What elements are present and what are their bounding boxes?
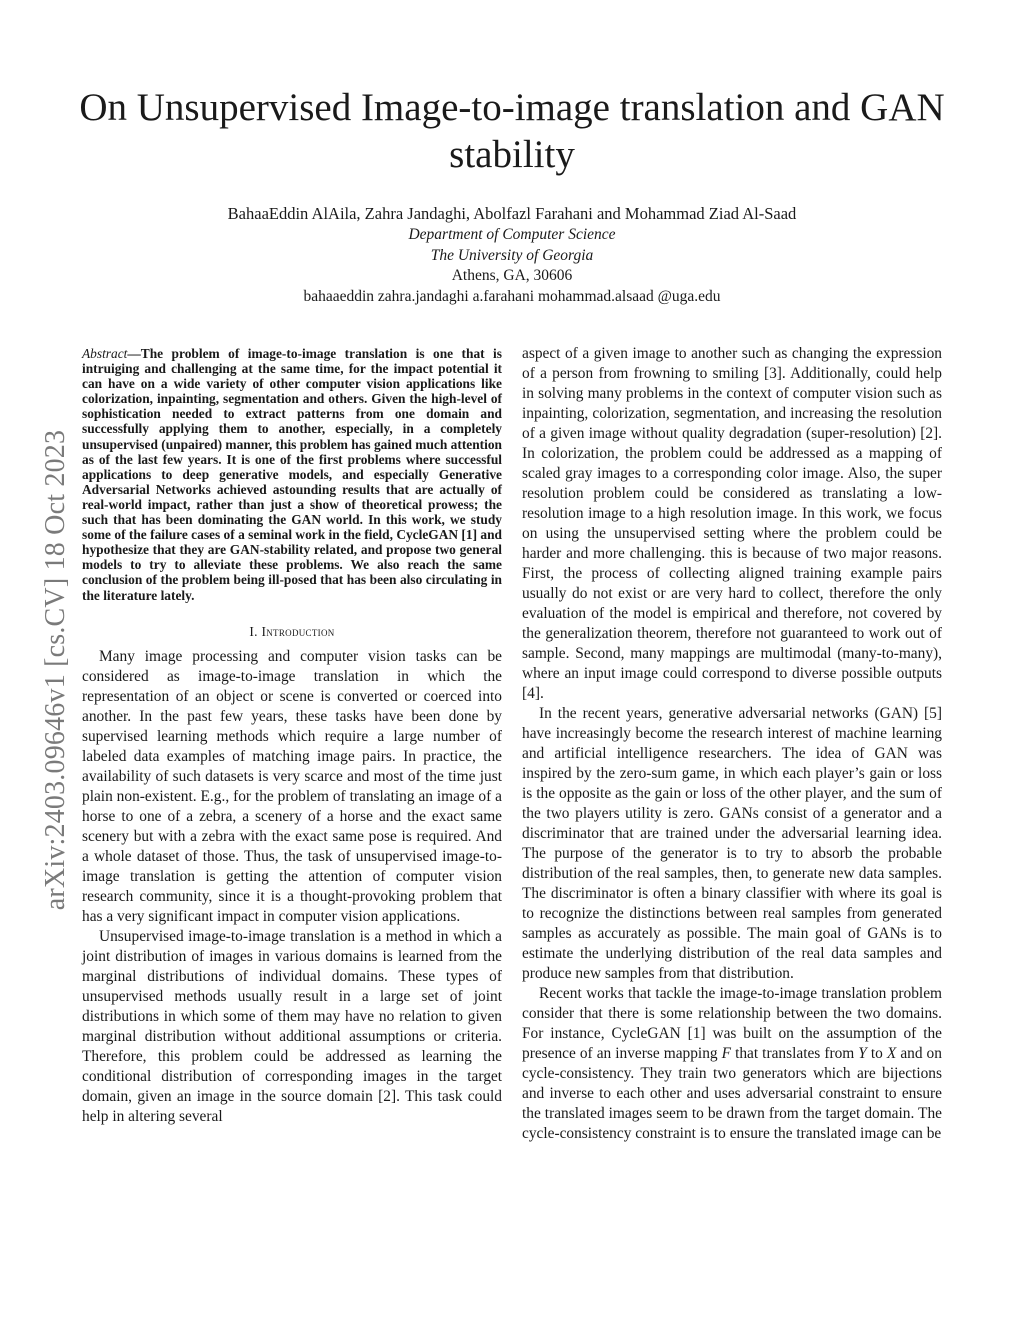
author-names: BahaaEddin AlAila, Zahra Jandaghi, Abolfazl Farahani and Mohammad Ziad Al-Saad bbox=[227, 204, 797, 223]
author-block bbox=[60, 203, 964, 307]
p5-text-3: to bbox=[870, 1045, 883, 1062]
abstract-text: The problem of image-to-image translation is one that is intruiging and challenging at the same time, for the impact potential it can have on a wide variety of other computer vision applications like colorization, inpainting, segmentation and others. Given the high-level of sophistication needed to extract patterns from one domain and successfully applying them to another, especially, in a completely unsupervised (unpaired) manner, this problem has gained much attention as of the last few years. It is one of the first problems where successful applications to deep generative models, and especially Generative Adversarial Networks achieved astounding results that are actually of real-world impact, rather than just a show of theoretical prowess; the such that has been dominating the GAN world. In this work, we study some of the failure cases of a seminal work in the field, CycleGAN [1] and hypothesize that they are GAN-stability related, and propose two general models to try to alleviate these problems. We also reach the same conclusion of the problem being ill-posed that has been also circulating in the literature lately. bbox=[82, 346, 502, 603]
emails: bahaaeddin zahra.jandaghi a.farahani mohammad.alsaad @uga.edu bbox=[303, 287, 721, 305]
abstract-label: Abstract bbox=[82, 346, 128, 361]
paper-title: On Unsupervised Image-to-image translation and GAN stability bbox=[79, 86, 945, 176]
university: The University of Georgia bbox=[430, 246, 594, 264]
p5-text-4: and on cycle-consistency. They train two generators which are bijections and inverse to each other and uses adversarial constraint to ensure the translated images seem to be drawn from the target domain. The cycle-consistency constraint is to ensure the translated image can be bbox=[522, 1045, 942, 1142]
p5-text-1: Recent works that tackle the image-to-image translation problem consider that there is some relationship between the two domains. For instance, CycleGAN [1] was built on the assumption of the presence of an inverse mapping bbox=[522, 985, 942, 1062]
right-column bbox=[522, 344, 942, 1144]
location: Athens, GA, 30606 bbox=[451, 267, 573, 284]
math-X: X bbox=[886, 1045, 897, 1062]
intro-paragraph-5 bbox=[522, 984, 942, 1144]
intro-paragraph-4: In the recent years, generative adversarial networks (GAN) [5] have increasingly become the research interest of machine learning and artificial intelligence researchers. The idea of GAN was inspired by the zero-sum game, in which each player’s gain or loss is the opposite as the gain or loss of the other player, and the sum of the two players utility is zero. GANs consist of a generator and a discriminator that are trained under the adversarial learning idea. The purpose of the generator is to try to absorb the probable distribution of the real samples, then, to generate new data samples. The discriminator is often a binary classifier with where its goal is to recognize the distinctions between real samples from generated samples as accurately as possible. The main goal of GANs is to estimate the underlying distribution of the real data samples and produce new samples from that distribution. bbox=[522, 705, 942, 982]
intro-paragraph-1: Many image processing and computer vision tasks can be considered as image-to-image translation in which the representation of an object or scene is converted or coerced into another. In the past few years, these tasks have been done by supervised learning methods which require a large number of labeled data examples of matching image pairs. In practice, the availability of such datasets is very scarce and most of the time just plain non-existent. E.g., for the problem of translating an image of a horse to one of a zebra, a scenery of a horse and the exact same scenery but with a zebra with the exact same pose is required. And a whole dataset of those. Thus, the task of unsupervised image-to-image translation is getting the attention of computer vision research community, since it is a thought-provoking problem that has a very significant impact in computer vision applications. bbox=[82, 647, 502, 925]
math-Y: Y bbox=[858, 1045, 867, 1062]
abstract bbox=[82, 346, 502, 603]
intro-paragraph-2: Unsupervised image-to-image translation is a method in which a joint distribution of images in various domains is learned from the marginal distributions of individual domains. These types of unsupervised methods usually result in a large set of joint distributions in which some of them may have no relation to given marginal distribution without additional assumptions or criteria. Therefore, this problem could be addressed as learning the conditional distribution of corresponding images in the target domain, given an image in the source domain [2]. This task could help in altering several bbox=[82, 927, 502, 1125]
arxiv-stamp: arXiv:2403.09646v1 [cs.CV] 18 Oct 2023 bbox=[40, 429, 71, 911]
left-column bbox=[82, 346, 502, 1127]
p5-text-2: that translates from bbox=[735, 1045, 855, 1062]
intro-paragraph-3: aspect of a given image to another such as changing the expression of a person from frowning to smiling [3]. Additionally, could help in solving many problems in the context of computer vision such as inpainting, colorization, segmentation, and increasing the resolution of a given image without quality degradation (super-resolution) [2]. In colorization, the problem could be addressed as a mapping of scaled gray images to a corresponding color image. Also, the super resolution problem could be considered as translating a low-resolution image to a high resolution image. In this work, we focus on using the unsupervised setting where the problem could be harder and more challenging. this is because of two major reasons. First, the process of collecting aligned training example pairs usually do not exist or are very hard to collect, therefore the only evaluation of the model is empirical and therefore, not covered by the generalization theorem, therefore not guaranteed to work out of sample. Second, many mappings are multimodal (many-to-many), where an input image could correspond to diverse possible outputs [4]. bbox=[522, 345, 942, 702]
department: Department of Computer Science bbox=[408, 226, 616, 243]
section-title: Introduction bbox=[261, 623, 335, 639]
section-heading-introduction bbox=[82, 624, 502, 640]
math-F: F bbox=[721, 1045, 732, 1062]
abstract-dash: — bbox=[127, 346, 141, 361]
section-numeral: I. bbox=[249, 623, 258, 639]
